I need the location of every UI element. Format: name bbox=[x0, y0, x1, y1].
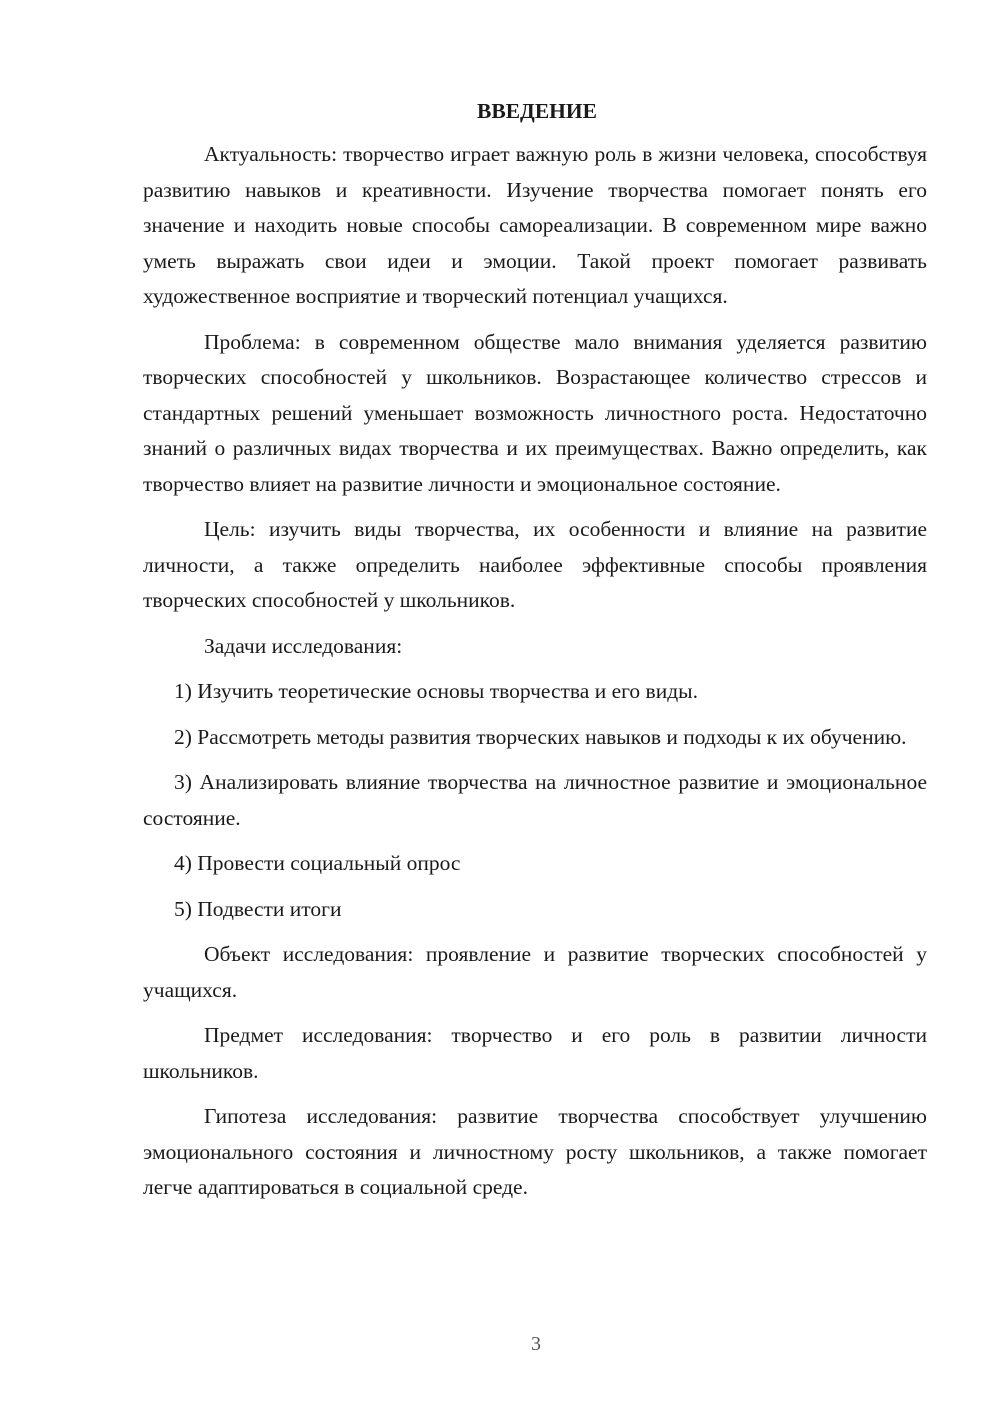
paragraph-object: Объект исследования: проявление и развитие творческих способностей у учащихся. bbox=[143, 942, 927, 1002]
paragraph-subject: Предмет исследования: творчество и его роль в развитии личности школьников. bbox=[143, 1023, 927, 1083]
task-item-3: 3) Анализировать влияние творчества на личностное развитие и эмоциональное состояние. bbox=[143, 770, 927, 830]
task-item-2: 2) Рассмотреть методы развития творческих навыков и подходы к их обучению. bbox=[174, 724, 907, 749]
paragraph-problem: Проблема: в современном обществе мало внимания уделяется развитию творческих способностей у школьников. Возрастающее количество стрессов и стандартных решений уменьшает возможность личностного роста. Недостаточно знаний о различных видах творчества и их преимуществах. Важно определить, как творчество влияет на развитие личности и эмоциональное состояние. bbox=[143, 329, 927, 496]
paragraph-relevance: Актуальность: творчество играет важную роль в жизни человека, способствуя развитию навыков и креативности. Изучение творчества помогает понять его значение и находить новые способы самореализации. В современном мире важно уметь выражать свои идеи и эмоции. Такой проект помогает развивать художественное восприятие и творческий потенциал учащихся. bbox=[143, 142, 927, 308]
paragraph-tasks-heading: Задачи исследования: bbox=[204, 633, 403, 658]
task-item-1: 1) Изучить теоретические основы творчества и его виды. bbox=[174, 679, 698, 703]
task-item-4: 4) Провести социальный опрос bbox=[174, 851, 461, 875]
page-number: 3 bbox=[531, 1333, 541, 1355]
task-item-5: 5) Подвести итоги bbox=[174, 896, 342, 921]
section-title: ВВЕДЕНИЕ bbox=[477, 99, 597, 123]
paragraph-hypothesis: Гипотеза исследования: развитие творчества способствует улучшению эмоционального состояния и личностному росту школьников, а также помогает легче адаптироваться в социальной среде. bbox=[143, 1104, 927, 1199]
page-content bbox=[143, 94, 927, 1216]
paragraph-goal: Цель: изучить виды творчества, их особенности и влияние на развитие личности, а также определить наиболее эффективные способы проявления творческих способностей у школьников. bbox=[143, 517, 927, 612]
